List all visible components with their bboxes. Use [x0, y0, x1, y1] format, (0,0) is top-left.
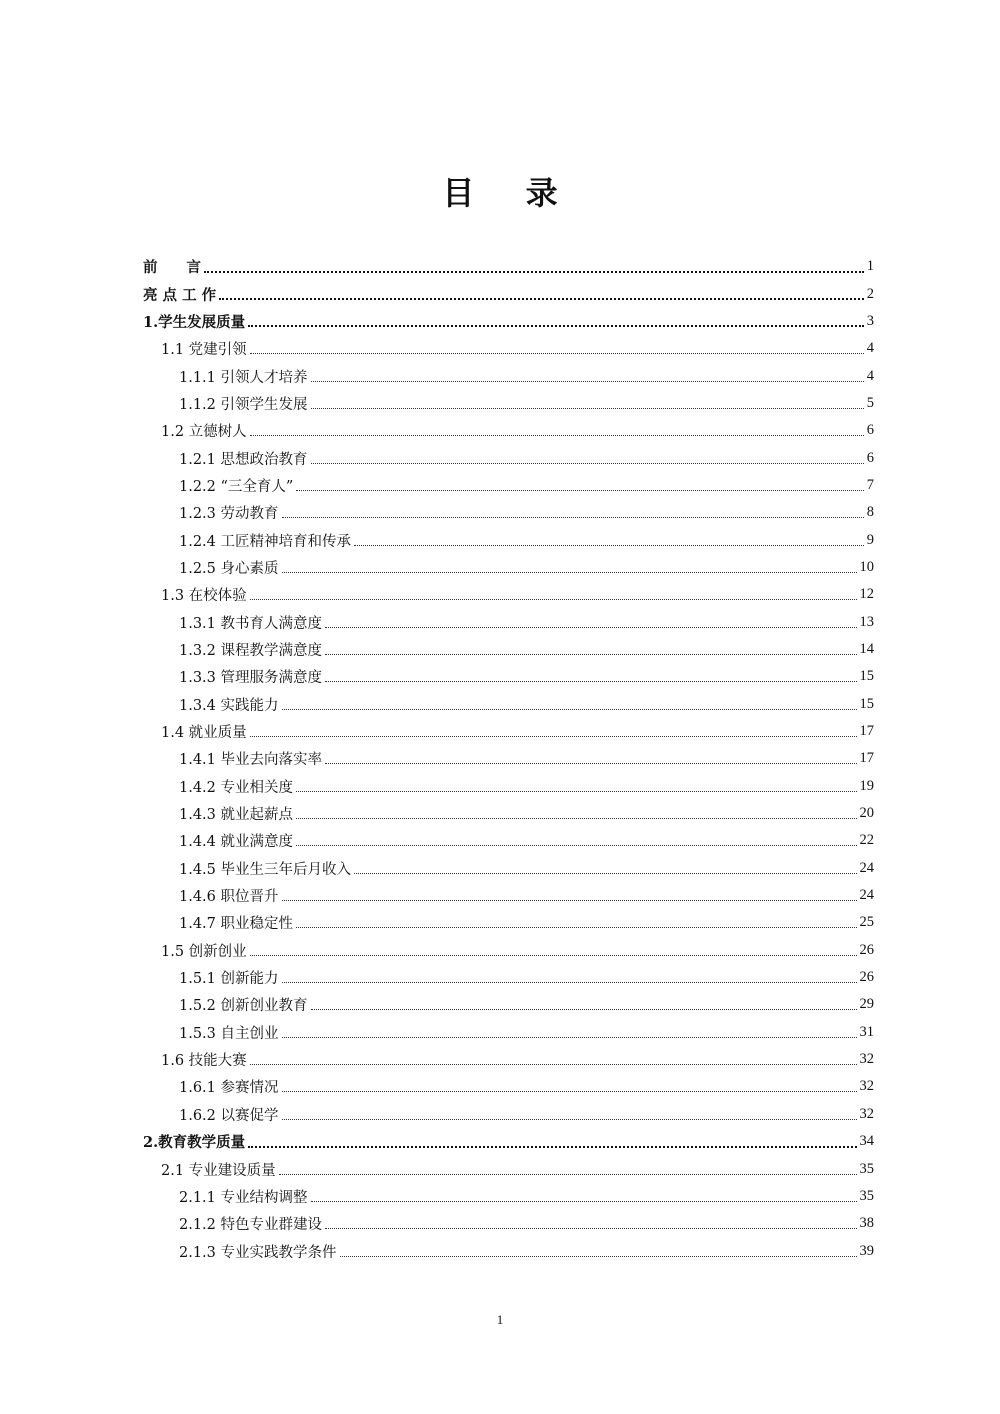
toc-entry-label: 1.3.4 实践能力: [179, 697, 279, 714]
toc-entry-label: 1.1 党建引领: [161, 342, 247, 359]
toc-entry-label: 亮 点 工 作: [143, 286, 217, 304]
dot-leader: [311, 408, 864, 409]
toc-entry-page: 10: [859, 558, 874, 575]
toc-entry[interactable]: [143, 499, 874, 526]
toc-entry[interactable]: [143, 1155, 874, 1182]
toc-entry[interactable]: [143, 773, 874, 800]
toc-entry[interactable]: [143, 718, 874, 745]
dot-leader: [311, 1201, 857, 1202]
toc-entry[interactable]: [143, 882, 874, 909]
toc-entry-page: 12: [859, 586, 874, 603]
dot-leader: [296, 791, 856, 792]
toc-entry-label: 1.3.2 课程教学满意度: [179, 642, 323, 659]
dot-leader: [282, 709, 857, 710]
toc-entry-label: 2.1 专业建设质量: [161, 1162, 276, 1179]
toc-entry-page: 22: [859, 832, 874, 849]
toc-entry[interactable]: [143, 472, 874, 499]
toc-entry[interactable]: [143, 745, 874, 772]
toc-entry-page: 35: [859, 1160, 874, 1177]
toc-entry-page: 24: [859, 887, 874, 904]
toc-entry-label: 1.3.3 管理服务满意度: [179, 670, 323, 687]
toc-entry-page: 15: [859, 695, 874, 712]
dot-leader: [248, 1146, 856, 1148]
toc-entry[interactable]: [143, 390, 874, 417]
toc-entry[interactable]: [143, 444, 874, 471]
toc-entry-page: 8: [866, 504, 874, 521]
dot-leader: [282, 982, 857, 983]
toc-entry-label: 1.4.7 职业稳定性: [179, 916, 294, 933]
toc-entry-label: 1.5.1 创新能力: [179, 971, 279, 988]
toc-entry-page: 25: [859, 914, 874, 931]
toc-entry-page: 15: [859, 668, 874, 685]
toc-entry-label: 1.4.3 就业起薪点: [179, 807, 294, 824]
toc-entry-page: 32: [859, 1051, 874, 1068]
dot-leader: [282, 572, 857, 573]
toc-entry-page: 9: [866, 531, 874, 548]
toc-entry-page: 2: [866, 285, 874, 302]
dot-leader: [279, 1174, 857, 1175]
toc-entry-label: 1.2.4 工匠精神培育和传承: [179, 533, 352, 550]
table-of-contents: [143, 253, 874, 1265]
dot-leader: [250, 353, 864, 354]
toc-entry-label: 1.2.1 思想政治教育: [179, 451, 308, 468]
toc-entry[interactable]: [143, 417, 874, 444]
toc-entry-label: 1.6.2 以赛促学: [179, 1107, 279, 1124]
toc-entry-label: 1.4.4 就业满意度: [179, 834, 294, 851]
toc-entry-label: 1.2.2 “三全育人”: [179, 478, 294, 495]
toc-entry[interactable]: [143, 581, 874, 608]
toc-entry-page: 26: [859, 969, 874, 986]
toc-entry-page: 24: [859, 859, 874, 876]
toc-entry-page: 6: [866, 422, 874, 439]
toc-entry-label: 2.1.2 特色专业群建设: [179, 1217, 323, 1234]
toc-entry[interactable]: [143, 827, 874, 854]
toc-entry-label: 1.1.2 引领学生发展: [179, 396, 308, 413]
toc-entry-page: 38: [859, 1215, 874, 1232]
toc-entry-label: 1.5.3 自主创业: [179, 1025, 279, 1042]
dot-leader: [296, 845, 856, 846]
dot-leader: [325, 1228, 856, 1229]
toc-entry-label: 1.学生发展质量: [143, 313, 246, 331]
toc-entry-page: 14: [859, 640, 874, 657]
dot-leader: [354, 873, 856, 874]
toc-entry-page: 7: [866, 476, 874, 493]
dot-leader: [204, 271, 864, 273]
toc-entry-page: 4: [866, 340, 874, 357]
dot-leader: [282, 517, 864, 518]
toc-entry[interactable]: [143, 691, 874, 718]
dot-leader: [250, 736, 857, 737]
dot-leader: [311, 1009, 857, 1010]
dot-leader: [296, 927, 856, 928]
toc-entry-page: 13: [859, 613, 874, 630]
toc-entry[interactable]: [143, 608, 874, 635]
dot-leader: [250, 435, 864, 436]
toc-entry-label: 2.1.3 专业实践教学条件: [179, 1244, 337, 1261]
page-title: 目 录: [442, 174, 578, 212]
toc-entry-page: 20: [859, 805, 874, 822]
page-number: 1: [496, 1312, 504, 1327]
dot-leader: [311, 381, 864, 382]
toc-entry-page: 39: [859, 1242, 874, 1259]
dot-leader: [354, 545, 864, 546]
toc-entry-label: 1.4 就业质量: [161, 725, 247, 742]
toc-entry-page: 32: [859, 1078, 874, 1095]
toc-entry[interactable]: [143, 991, 874, 1018]
toc-entry-page: 31: [859, 1023, 874, 1040]
toc-entry[interactable]: [143, 663, 874, 690]
toc-entry-page: 17: [859, 723, 874, 740]
toc-entry-page: 3: [866, 312, 874, 329]
toc-entry-page: 26: [859, 941, 874, 958]
dot-leader: [311, 463, 864, 464]
toc-entry[interactable]: [143, 1128, 874, 1155]
toc-entry-label: 前 言: [143, 259, 201, 277]
toc-entry[interactable]: [143, 554, 874, 581]
toc-entry-label: 1.5.2 创新创业教育: [179, 998, 308, 1015]
dot-leader: [325, 627, 856, 628]
toc-entry[interactable]: [143, 335, 874, 362]
toc-entry[interactable]: [143, 636, 874, 663]
dot-leader: [219, 298, 864, 300]
dot-leader: [325, 681, 856, 682]
toc-entry-label: 1.4.2 专业相关度: [179, 779, 294, 796]
dot-leader: [250, 1064, 857, 1065]
toc-entry-page: 29: [859, 996, 874, 1013]
toc-entry[interactable]: [143, 855, 874, 882]
toc-entry[interactable]: [143, 1210, 874, 1237]
dot-leader: [250, 955, 857, 956]
toc-entry[interactable]: [143, 526, 874, 553]
toc-entry-label: 1.2.3 劳动教育: [179, 506, 279, 523]
toc-entry-page: 35: [859, 1187, 874, 1204]
toc-entry-page: 4: [866, 367, 874, 384]
toc-entry[interactable]: [143, 1046, 874, 1073]
toc-entry-page: 6: [866, 449, 874, 466]
dot-leader: [325, 654, 856, 655]
toc-entry[interactable]: [143, 362, 874, 389]
dot-leader: [282, 900, 857, 901]
dot-leader: [296, 490, 863, 491]
toc-entry[interactable]: [143, 909, 874, 936]
toc-entry[interactable]: [143, 937, 874, 964]
toc-entry-label: 2.1.1 专业结构调整: [179, 1189, 308, 1206]
dot-leader: [282, 1091, 857, 1092]
toc-entry-page: 32: [859, 1105, 874, 1122]
toc-entry-label: 2.教育教学质量: [143, 1134, 246, 1152]
dot-leader: [282, 1119, 857, 1120]
toc-entry-page: 19: [859, 777, 874, 794]
toc-entry[interactable]: [143, 280, 874, 307]
dot-leader: [340, 1256, 857, 1257]
toc-entry-label: 1.4.1 毕业去向落实率: [179, 752, 323, 769]
toc-entry-page: 17: [859, 750, 874, 767]
toc-entry[interactable]: [143, 1183, 874, 1210]
toc-entry-label: 1.3 在校体验: [161, 588, 247, 605]
toc-entry[interactable]: [143, 253, 874, 280]
toc-entry[interactable]: [143, 1237, 874, 1264]
toc-entry-label: 1.6.1 参赛情况: [179, 1080, 279, 1097]
toc-entry[interactable]: [143, 1019, 874, 1046]
toc-entry-label: 1.1.1 引领人才培养: [179, 369, 308, 386]
toc-entry[interactable]: [143, 1073, 874, 1100]
toc-entry[interactable]: [143, 800, 874, 827]
toc-entry-page: 34: [859, 1133, 874, 1150]
dot-leader: [296, 818, 856, 819]
toc-entry-label: 1.2 立德树人: [161, 424, 247, 441]
toc-entry-label: 1.2.5 身心素质: [179, 560, 279, 577]
dot-leader: [248, 325, 864, 327]
toc-entry[interactable]: [143, 308, 874, 335]
toc-entry-label: 1.4.5 毕业生三年后月收入: [179, 861, 352, 878]
toc-entry-label: 1.5 创新创业: [161, 943, 247, 960]
dot-leader: [325, 763, 856, 764]
toc-entry-page: 5: [866, 394, 874, 411]
toc-entry-label: 1.3.1 教书育人满意度: [179, 615, 323, 632]
toc-entry-label: 1.4.6 职位晋升: [179, 889, 279, 906]
dot-leader: [250, 599, 857, 600]
dot-leader: [282, 1037, 857, 1038]
toc-entry-page: 1: [866, 258, 874, 275]
toc-entry[interactable]: [143, 1101, 874, 1128]
toc-entry-label: 1.6 技能大赛: [161, 1053, 247, 1070]
toc-entry[interactable]: [143, 964, 874, 991]
